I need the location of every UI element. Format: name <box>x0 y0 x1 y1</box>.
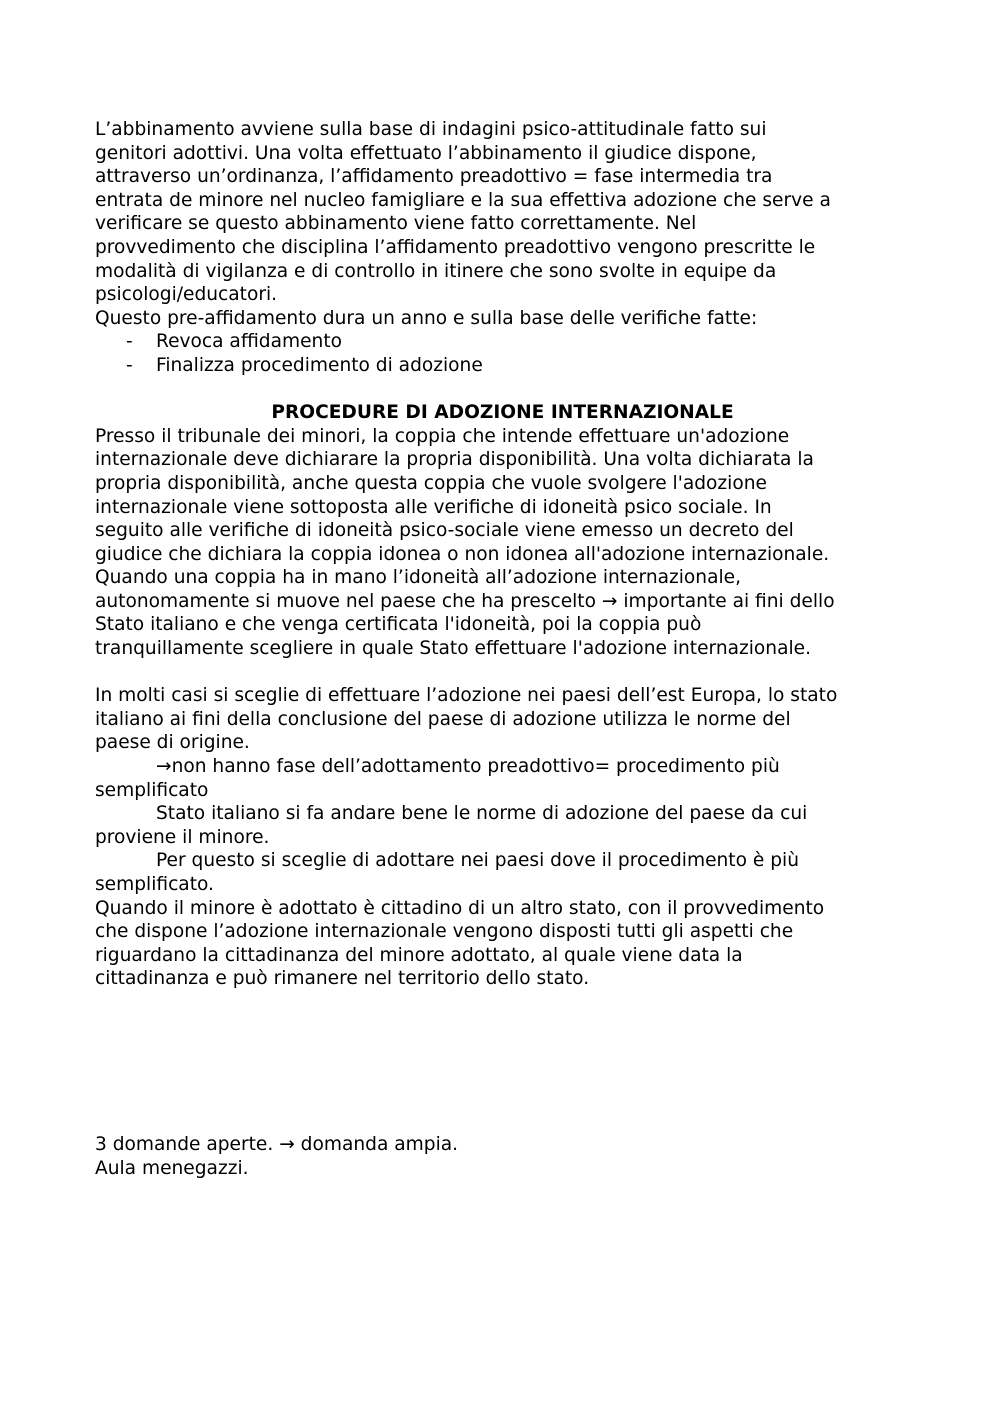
paragraph-line: attraverso un’ordinanza, l’affidamento preadottivo = fase intermedia tra <box>95 166 773 188</box>
list-item <box>95 354 910 378</box>
dash-marker: - <box>126 354 133 376</box>
list-item-text: Revoca affidamento <box>156 331 343 353</box>
list-item-text: Finalizza procedimento di adozione <box>156 354 483 376</box>
list-item <box>95 330 910 354</box>
continuation-line: semplificato. <box>95 874 214 895</box>
continuation-line: semplificato <box>95 779 209 801</box>
paragraph-line: modalità di vigilanza e di controllo in itinere che sono svolte in equipe da <box>95 260 777 282</box>
paragraph-line: Quando il minore è adottato è cittadino di un altro stato, con il provvedimento <box>95 897 825 919</box>
paragraph-line: seguito alle verifiche di idoneità psico-sociale viene emesso un decreto del <box>95 520 794 542</box>
document-page <box>95 118 910 1180</box>
paragraph-line: riguardano la cittadinanza del minore adottato, al quale viene data la <box>95 944 743 966</box>
exam-notes <box>95 1133 910 1180</box>
paragraph-line: propria disponibilità, anche questa coppia che vuole svolgere l'adozione <box>95 472 767 494</box>
paragraph-line: Quando una coppia ha in mano l’idoneità all’adozione internazionale, <box>95 567 741 589</box>
paragraph-line: internazionale deve dichiarare la propria disponibilità. Una volta dichiarata la <box>95 449 814 471</box>
paragraph-line: genitori adottivi. Una volta effettuato l’abbinamento il giudice dispone, <box>95 142 757 164</box>
paragraph-line: cittadinanza e può rimanere nel territorio dello stato. <box>95 968 590 990</box>
paragraph-line: paese di origine. <box>95 732 250 754</box>
paragraph-line: psicologi/educatori. <box>95 284 278 306</box>
paragraph-line: L’abbinamento avviene sulla base di indagini psico-attitudinale fatto sui <box>95 119 767 140</box>
outcome-list <box>95 330 910 377</box>
section-abbinamento <box>95 118 910 378</box>
blank-line <box>95 661 910 685</box>
indented-line: →non hanno fase dell’adottamento preadottivo= procedimento più <box>156 756 780 778</box>
note-line: 3 domande aperte. → domanda ampia. <box>95 1133 459 1155</box>
paragraph-line: Presso il tribunale dei minori, la coppia che intende effettuare un'adozione <box>95 425 790 447</box>
paragraph-line: giudice che dichiara la coppia idonea o non idonea all'adozione internazionale. <box>95 543 830 565</box>
paragraph-line: autonomamente si muove nel paese che ha prescelto → importante ai fini dello <box>95 590 835 612</box>
note-line: Aula menegazzi. <box>95 1157 249 1179</box>
paragraph-line: tranquillamente scegliere in quale Stato effettuare l'adozione internazionale. <box>95 638 811 660</box>
section-est-europa <box>95 684 910 991</box>
paragraph-line: che dispone l’adozione internazionale vengono disposti tutti gli aspetti che <box>95 921 794 943</box>
section-heading: PROCEDURE DI ADOZIONE INTERNAZIONALE <box>271 402 734 424</box>
section-adozione-internazionale <box>95 401 910 661</box>
paragraph-line: verificare se questo abbinamento viene fatto correttamente. Nel <box>95 213 697 235</box>
continuation-line: proviene il minore. <box>95 826 270 848</box>
paragraph-line: Stato italiano e che venga certificata l'idoneità, poi la coppia può <box>95 614 702 636</box>
vertical-gap <box>95 991 910 1133</box>
paragraph-line: provvedimento che disciplina l’affidamento preadottivo vengono prescritte le <box>95 236 816 258</box>
indented-line: Per questo si sceglie di adottare nei paesi dove il procedimento è più <box>156 850 799 872</box>
dash-marker: - <box>126 331 133 353</box>
paragraph-line: In molti casi si sceglie di effettuare l’adozione nei paesi dell’est Europa, lo stato <box>95 685 838 707</box>
list-intro: Questo pre-affidamento dura un anno e sulla base delle verifiche fatte: <box>95 307 758 329</box>
paragraph-line: entrata de minore nel nucleo famigliare e la sua effettiva adozione che serve a <box>95 189 831 211</box>
indented-line: Stato italiano si fa andare bene le norme di adozione del paese da cui <box>156 803 808 825</box>
paragraph-line: internazionale viene sottoposta alle verifiche di idoneità psico sociale. In <box>95 496 772 518</box>
paragraph-line: italiano ai fini della conclusione del paese di adozione utilizza le norme del <box>95 708 791 730</box>
